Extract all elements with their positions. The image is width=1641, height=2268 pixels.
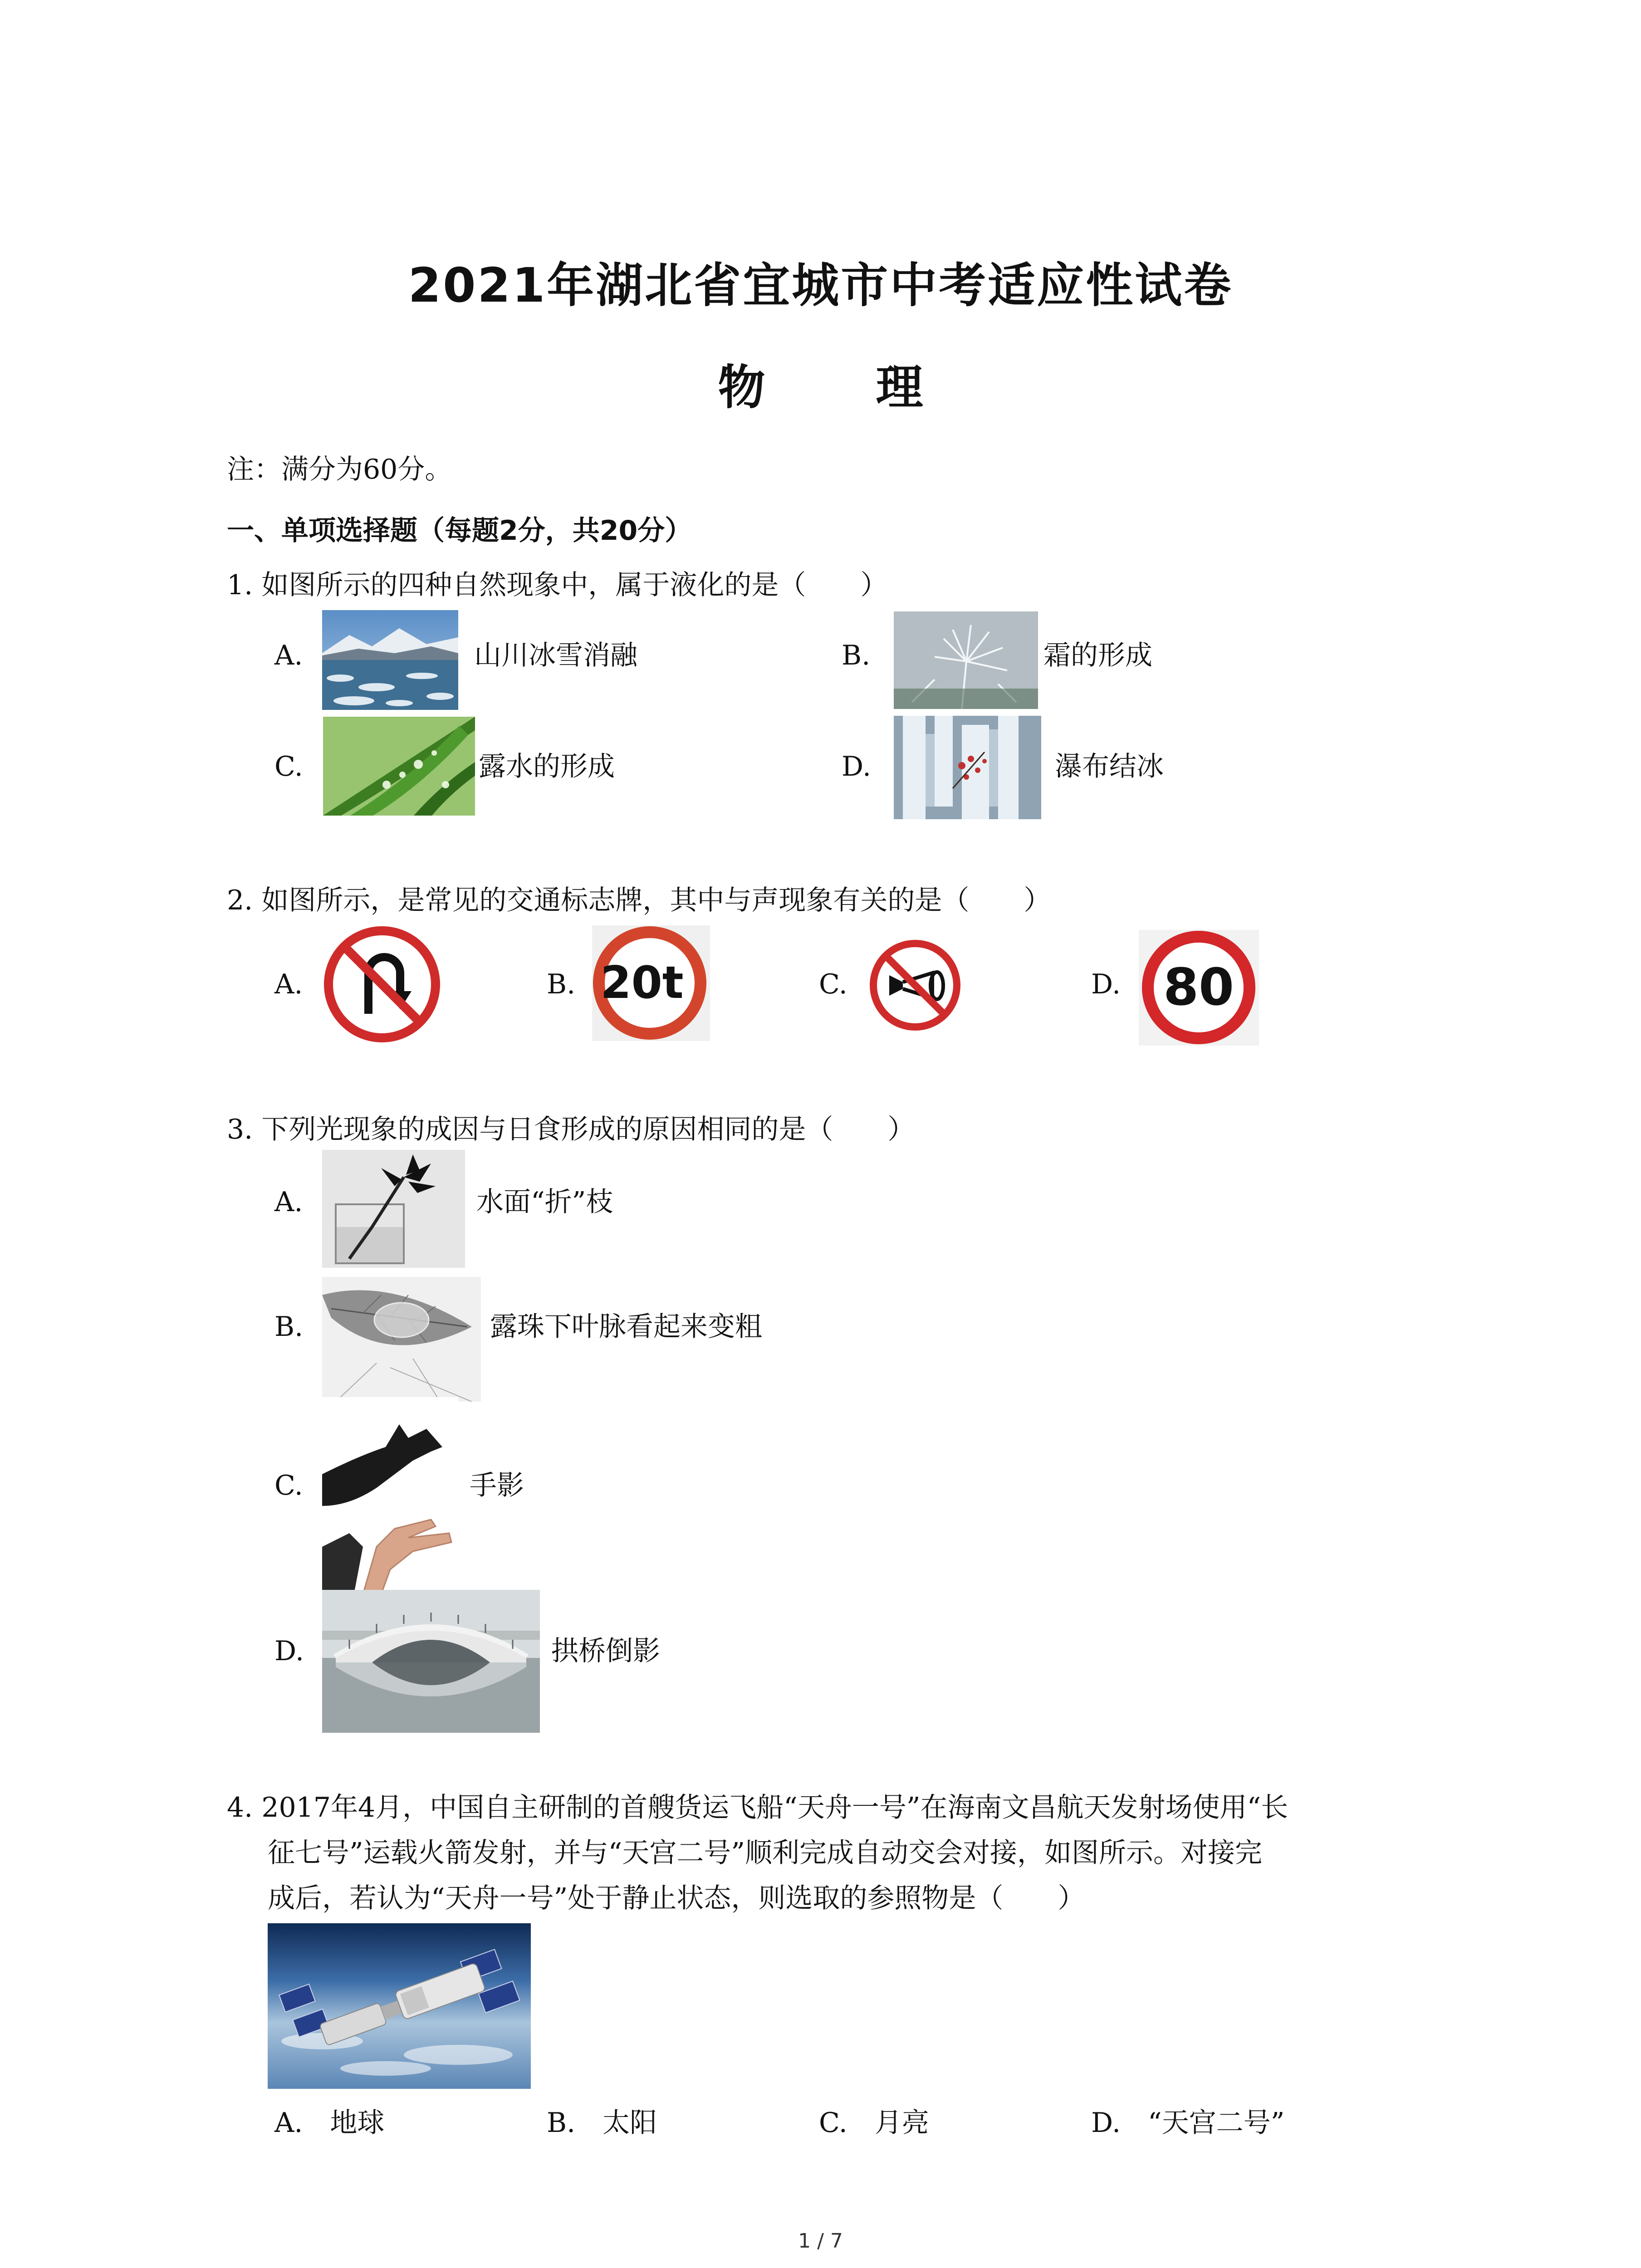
q3-option-a-letter: A. [274,1186,303,1218]
hand-shadow-photo [322,1397,458,1594]
q1-option-c-text: 露水的形成 [479,751,615,782]
dewdrop-leaf-photo [322,1277,481,1402]
q3-option-a-text: 水面“折”枝 [476,1186,613,1218]
speed-limit-sign [1139,930,1259,1046]
q3-option-c-letter: C. [274,1470,303,1501]
q3-option-b-text: 露珠下叶脉看起来变粗 [490,1311,762,1343]
q1-option-d-text: 瀑布结冰 [1055,751,1164,782]
no-honking-sign [869,939,962,1032]
q1-option-b-letter: B. [842,640,871,671]
dew-photo [323,717,475,816]
question-4-stem-line-1: 4. 2017年4月，中国自主研制的首艘货运飞船“天舟一号”在海南文昌航天发射场使用“长 [227,1792,1288,1823]
frost-photo [894,611,1038,709]
q4-option-a: A. 地球 [274,2107,385,2139]
q2-option-b-letter: B. [547,968,576,1000]
question-4-stem-line-2: 征七号”运载火箭发射，并与“天宫二号”顺利完成自动交会对接，如图所示。对接完 [268,1837,1263,1869]
page-number: 1 / 7 [798,2229,843,2253]
q1-option-a-letter: A. [274,640,303,671]
q2-option-d-letter: D. [1091,968,1121,1000]
q4-option-c: C. 月亮 [819,2107,929,2139]
no-u-turn-sign [323,925,441,1043]
question-1-stem: 1. 如图所示的四种自然现象中，属于液化的是（ ） [227,569,888,601]
weight-limit-sign [592,925,710,1041]
sign-80-label: 80 [1163,958,1234,1017]
spacecraft-docking-photo [268,1923,531,2089]
question-4-stem-line-3: 成后，若认为“天舟一号”处于静止状态，则选取的参照物是（ ） [268,1882,1085,1914]
q4-option-d: D. “天宫二号” [1091,2107,1285,2139]
score-note: 注：满分为60分。 [227,454,452,485]
q3-option-c-text: 手影 [470,1470,524,1501]
q1-option-c-letter: C. [274,751,303,782]
q2-option-a-letter: A. [274,968,303,1000]
q3-option-d-text: 拱桥倒影 [551,1635,660,1667]
q1-option-b-text: 霜的形成 [1043,640,1152,671]
q3-option-b-letter: B. [274,1311,304,1343]
melting-ice-photo [322,610,458,710]
frozen-waterfall-photo [894,716,1041,819]
exam-title: 2021年湖北省宜城市中考适应性试卷 [408,258,1233,313]
subject-title: 物 理 [718,360,955,415]
arch-bridge-photo [322,1590,540,1733]
question-3-stem: 3. 下列光现象的成因与日食形成的原因相同的是（ ） [227,1114,915,1145]
question-2-stem: 2. 如图所示，是常见的交通标志牌，其中与声现象有关的是（ ） [227,885,1051,916]
q2-option-c-letter: C. [819,968,847,1000]
q4-option-b: B. 太阳 [547,2107,657,2139]
q3-option-d-letter: D. [274,1635,304,1667]
bent-branch-photo [322,1150,465,1268]
sign-20t-label: 20t [600,957,684,1009]
q1-option-d-letter: D. [842,751,872,782]
q1-option-a-text: 山川冰雪消融 [474,640,637,671]
section-heading: 一、单项选择题（每题2分，共20分） [227,515,692,547]
